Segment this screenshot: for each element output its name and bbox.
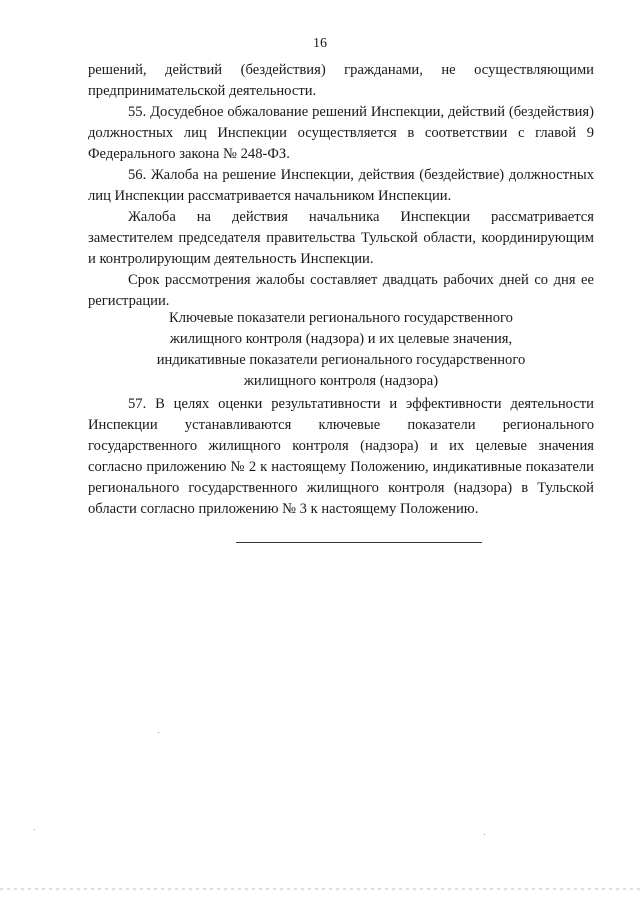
end-rule xyxy=(236,542,482,543)
section-heading xyxy=(88,308,594,392)
text-block-bottom xyxy=(88,394,594,520)
paragraph-56: 56. Жалоба на решение Инспекции, действия (бездействие) должностных лиц Инспекции рассматривается начальником Инспекции. xyxy=(88,167,594,204)
scan-bottom-edge xyxy=(0,888,640,890)
paragraph-review-term: Срок рассмотрения жалобы составляет двадцать рабочих дней со дня ее регистрации. xyxy=(88,272,594,309)
paragraph-57: 57. В целях оценки результативности и эффективности деятельности Инспекции устанавливаются ключевые показатели регионального государственного жилищного контроля (надзора) и их целевые значения согласно приложению № 2 к настоящему Положению, индикативные показатели регионального государственного жилищного контроля (надзора) в Тульской области согласно приложению № 3 к настоящему Положению. xyxy=(88,396,594,517)
section-heading-line: жилищного контроля (надзора) и их целевые значения, xyxy=(169,331,513,347)
page-number: 16 xyxy=(313,36,327,51)
paragraph-continuation: решений, действий (бездействия) гражданами, не осуществляющими предпринимательской деятельности. xyxy=(88,62,594,99)
section-heading-line: индикативные показатели регионального государственного xyxy=(156,352,526,368)
paragraph-55: 55. Досудебное обжалование решений Инспекции, действий (бездействия) должностных лиц Инспекции осуществляется в соответствии с главой 9 Федерального закона № 248-ФЗ. xyxy=(88,104,594,162)
scan-speck xyxy=(484,834,485,835)
paragraph-complaint-deputy: Жалоба на действия начальника Инспекции рассматривается заместителем председателя правительства Тульской области, координирующим и контролирующим деятельность Инспекции. xyxy=(88,209,594,267)
scan-speck xyxy=(34,829,35,830)
text-block-top xyxy=(88,60,594,312)
section-heading-line: жилищного контроля (надзора) xyxy=(243,373,439,389)
scan-speck xyxy=(158,732,159,733)
section-heading-line: Ключевые показатели регионального государственного xyxy=(169,310,513,326)
